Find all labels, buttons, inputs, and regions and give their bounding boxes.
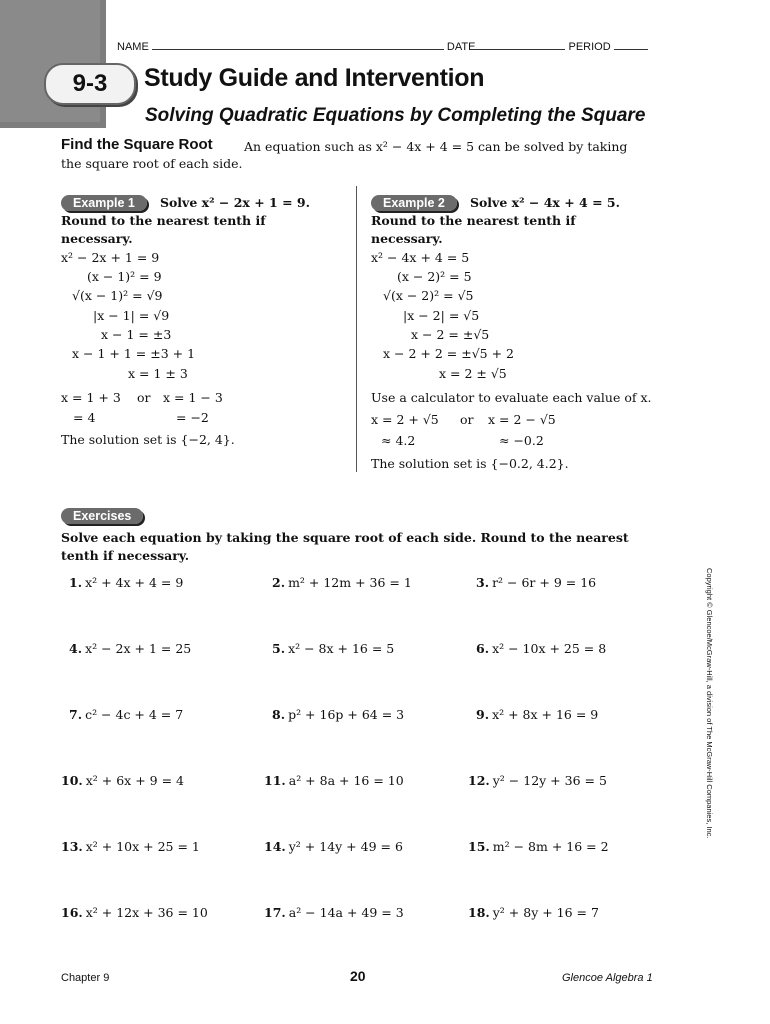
footer-chapter: Chapter 9 [61,972,110,984]
example2-calc-note: Use a calculator to evaluate each value of x. [371,390,652,405]
exercises-header [61,505,143,524]
example2-header [371,192,620,211]
exercise-item: 10. x² + 6x + 9 = 4 [61,773,184,788]
exercise-item: 12. y² − 12y + 36 = 5 [468,773,607,788]
example2-case-b2: ≈ −0.2 [499,433,544,448]
example1-step: (x − 1)² = 9 [87,269,162,284]
page-title: Study Guide and Intervention [144,64,485,92]
example2-step: |x − 2| = √5 [403,308,480,323]
example2-step: x − 2 = ±√5 [411,327,490,342]
example1-or: or [137,390,151,405]
example1-step: x² − 2x + 1 = 9 [61,250,160,265]
example1-case-b2: = −2 [176,410,209,425]
example2-instruction-line2: necessary. [371,231,443,246]
exercise-item: 1. x² + 4x + 4 = 9 [69,575,184,590]
example1-instruction-line2: necessary. [61,231,133,246]
date-field[interactable] [475,39,565,50]
example2-step: √(x − 2)² = √5 [383,288,474,303]
example2-label: Example 2 [371,195,457,211]
exercise-item: 18. y² + 8y + 16 = 7 [468,905,599,920]
example1-step: |x − 1| = √9 [93,308,170,323]
exercise-item: 9. x² + 8x + 16 = 9 [476,707,599,722]
exercise-item: 8. p² + 16p + 64 = 3 [272,707,405,722]
example1-prompt: Solve x² − 2x + 1 = 9. [159,195,310,210]
section-intro-line2: the square root of each side. [61,156,243,171]
example2-or: or [460,412,474,427]
exercise-item: 13. x² + 10x + 25 = 1 [61,839,200,854]
name-field[interactable] [152,39,444,50]
exercise-item: 16. x² + 12x + 36 = 10 [61,905,208,920]
example1-label: Example 1 [61,195,147,211]
example1-header [61,192,310,211]
exercise-item: 6. x² − 10x + 25 = 8 [476,641,607,656]
example2-step: (x − 2)² = 5 [397,269,472,284]
example1-step: x − 1 + 1 = ±3 + 1 [72,346,196,361]
exercise-item: 7. c² − 4c + 4 = 7 [69,707,184,722]
lesson-number-badge: 9-3 [44,63,136,105]
example1-solution: The solution set is {−2, 4}. [61,432,235,447]
period-field[interactable] [614,39,648,50]
header-row [117,39,662,53]
example1-case-a1: x = 1 + 3 [61,390,121,405]
example2-prompt: Solve x² − 4x + 4 = 5. [469,195,620,210]
exercise-item: 3. r² − 6r + 9 = 16 [476,575,597,590]
page-subtitle: Solving Quadratic Equations by Completing the Square [145,105,646,126]
section-heading: Find the Square Root [61,136,213,153]
copyright-text: Copyright © Glencoe/McGraw-Hill, a division of The McGraw-Hill Companies, Inc. [705,568,714,839]
example2-case-a1: x = 2 + √5 [371,412,439,427]
example1-case-b1: x = 1 − 3 [163,390,223,405]
exercise-item: 2. m² + 12m + 36 = 1 [272,575,412,590]
exercise-item: 15. m² − 8m + 16 = 2 [468,839,609,854]
section-intro-line1: An equation such as x² − 4x + 4 = 5 can be solved by taking [244,139,628,154]
example1-case-a2: = 4 [73,410,96,425]
name-label: NAME [117,41,149,53]
date-label: DATE [446,41,476,53]
exercise-item: 17. a² − 14a + 49 = 3 [264,905,404,920]
exercise-item: 11. a² + 8a + 16 = 10 [264,773,404,788]
exercises-instruction-line2: tenth if necessary. [61,548,190,563]
example2-step: x − 2 + 2 = ±√5 + 2 [383,346,514,361]
exercises-instruction-line1: Solve each equation by taking the square root of each side. Round to the nearest [61,530,629,545]
example1-step: √(x − 1)² = √9 [72,288,163,303]
example1-instruction-line1: Round to the nearest tenth if [61,213,266,228]
exercises-label: Exercises [61,508,143,524]
footer-book-title: Glencoe Algebra 1 [562,972,653,984]
example-divider [356,186,357,472]
exercise-item: 4. x² − 2x + 1 = 25 [69,641,192,656]
copyright-notice [702,568,718,858]
example1-step: x = 1 ± 3 [128,366,188,381]
example2-solution: The solution set is {−0.2, 4.2}. [371,456,569,471]
period-label: PERIOD [568,41,611,53]
example2-step: x = 2 ± √5 [439,366,507,381]
example2-case-a2: ≈ 4.2 [381,433,416,448]
example1-step: x − 1 = ±3 [101,327,172,342]
example2-instruction-line1: Round to the nearest tenth if [371,213,576,228]
footer-page-number: 20 [350,968,366,984]
example2-case-b1: x = 2 − √5 [488,412,556,427]
exercise-item: 5. x² − 8x + 16 = 5 [272,641,395,656]
exercise-item: 14. y² + 14y + 49 = 6 [264,839,403,854]
example2-step: x² − 4x + 4 = 5 [371,250,470,265]
